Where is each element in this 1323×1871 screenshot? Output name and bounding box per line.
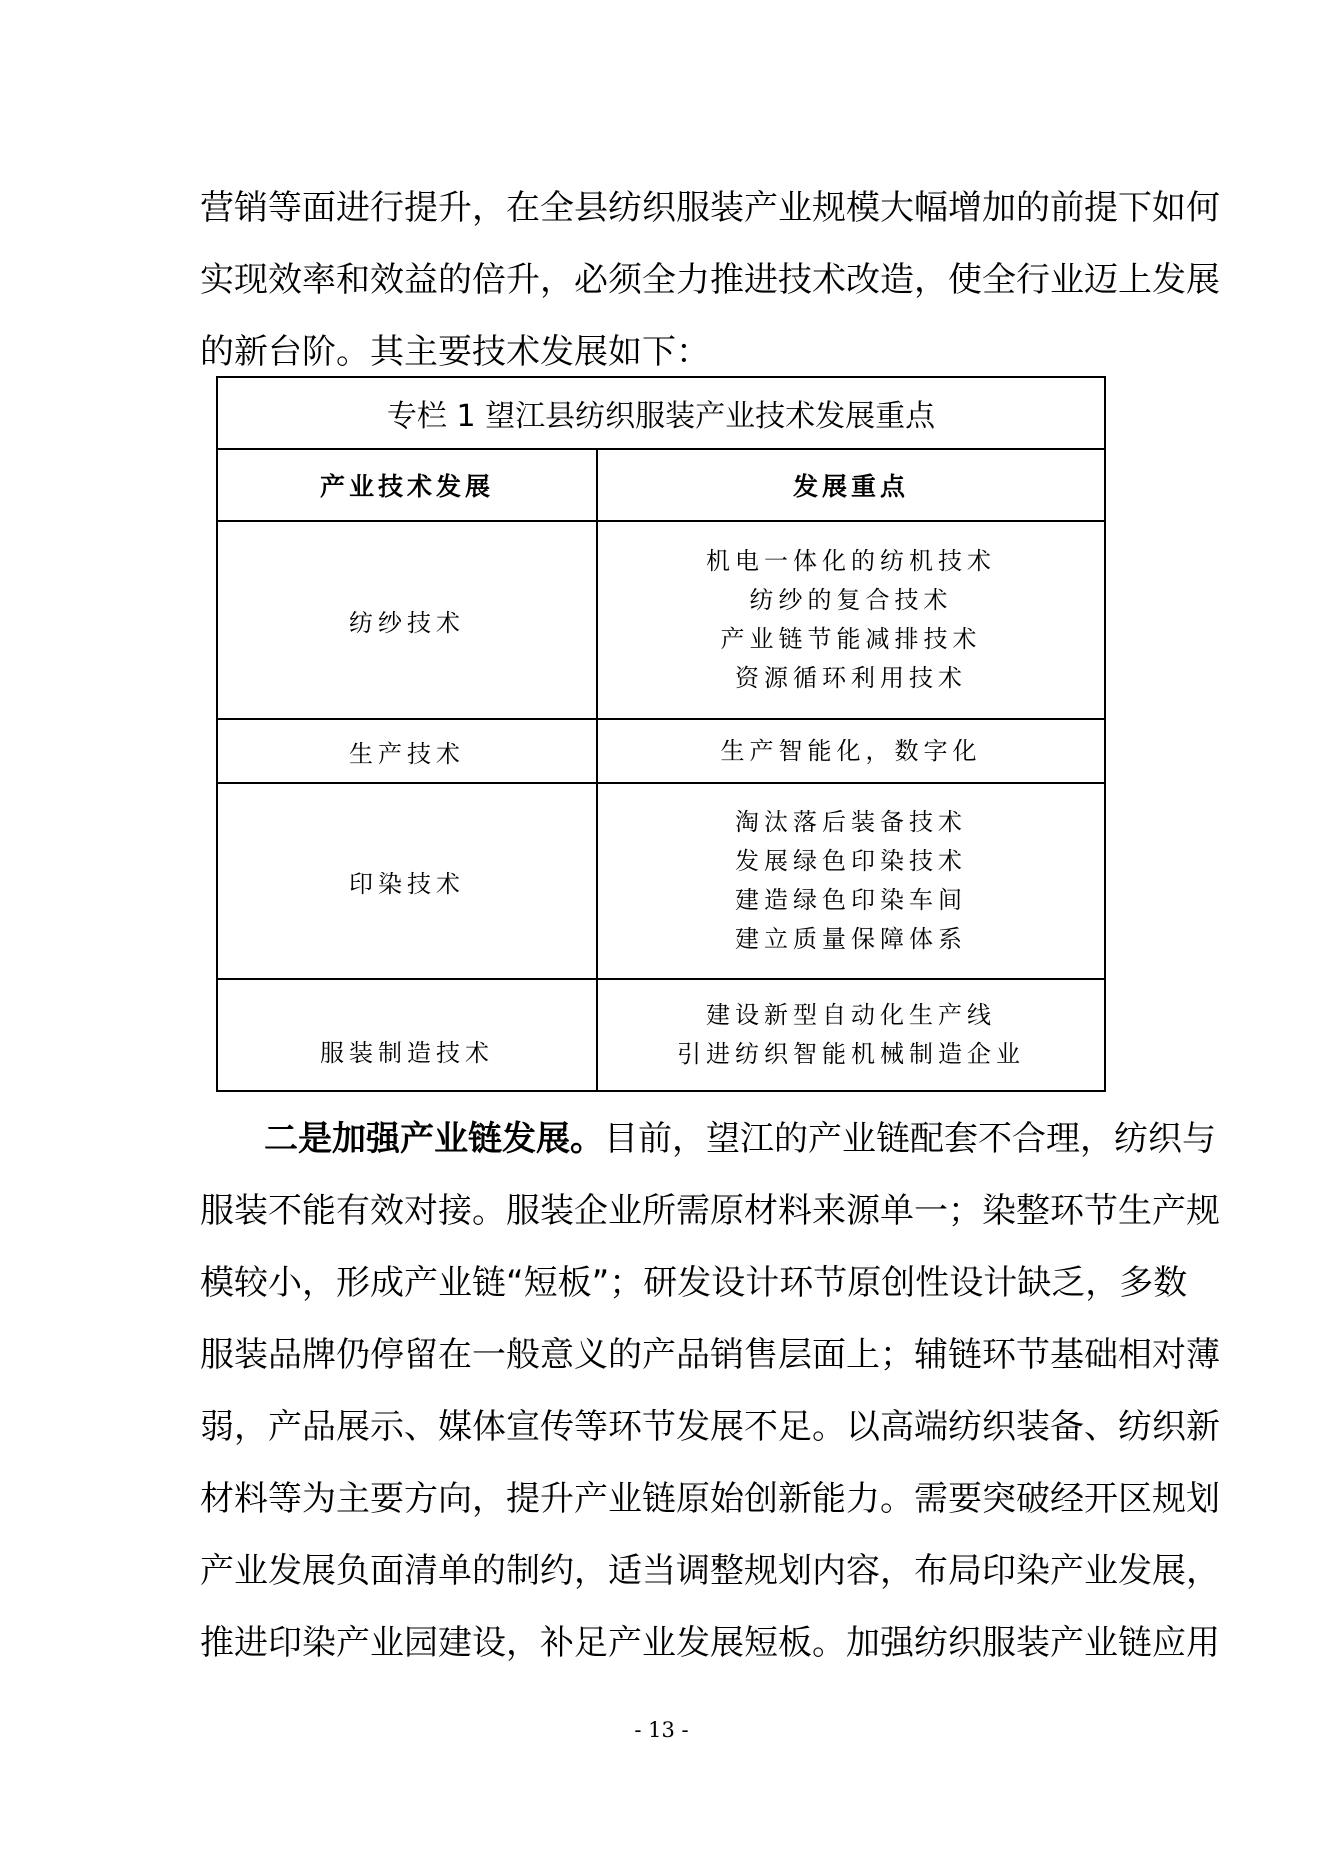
table-header-row xyxy=(217,449,1105,521)
table-row xyxy=(217,521,1105,719)
focus-item: 生产智能化，数字化 xyxy=(720,736,982,765)
section2-first-line xyxy=(264,1117,1216,1161)
tech-cell: 生产技术 xyxy=(217,719,597,783)
focus-item: 资源循环利用技术 xyxy=(735,664,967,692)
section2-line: 服装不能有效对接。服装企业所需原材料来源单一；染整环节生产规 xyxy=(200,1191,1220,1231)
section2-first-line-text: 目前，望江的产业链配套不合理，纺织与 xyxy=(604,1119,1216,1159)
header-tech: 产业技术发展 xyxy=(217,449,597,521)
intro-line-1: 营销等面进行提升，在全县纺织服装产业规模大幅增加的前提下如何 xyxy=(200,188,1220,228)
section2-line: 材料等为主要方向，提升产业链原始创新能力。需要突破经开区规划 xyxy=(200,1479,1220,1519)
tech-cell: 服装制造技术 xyxy=(217,979,597,1091)
section2-line: 服装品牌仍停留在一般意义的产品销售层面上；辅链环节基础相对薄 xyxy=(200,1335,1220,1375)
focus-cell xyxy=(597,783,1105,979)
intro-line-3: 的新台阶。其主要技术发展如下： xyxy=(200,332,710,372)
section2-line: 弱，产品展示、媒体宣传等环节发展不足。以高端纺织装备、纺织新 xyxy=(200,1407,1220,1447)
focus-cell xyxy=(597,521,1105,719)
header-focus: 发展重点 xyxy=(597,449,1105,521)
tech-focus-table xyxy=(216,376,1106,1092)
tech-cell: 印染技术 xyxy=(217,783,597,979)
focus-item: 引进纺织智能机械制造企业 xyxy=(677,1040,1025,1068)
focus-item: 建立质量保障体系 xyxy=(735,925,967,953)
intro-line-2: 实现效率和效益的倍升，必须全力推进技术改造，使全行业迈上发展 xyxy=(200,260,1220,300)
focus-item: 发展绿色印染技术 xyxy=(735,847,967,875)
table-title-row xyxy=(217,377,1105,449)
section2-line: 产业发展负面清单的制约，适当调整规划内容，布局印染产业发展， xyxy=(200,1551,1220,1591)
section2-line: 推进印染产业园建设，补足产业发展短板。加强纺织服装产业链应用 xyxy=(200,1623,1220,1663)
focus-cell xyxy=(597,979,1105,1091)
tech-cell: 纺纱技术 xyxy=(217,521,597,719)
table-row xyxy=(217,719,1105,783)
focus-item: 淘汰落后装备技术 xyxy=(735,808,967,836)
focus-item: 纺纱的复合技术 xyxy=(749,586,953,614)
section2-heading: 二是加强产业链发展。 xyxy=(264,1119,604,1159)
table-row xyxy=(217,979,1105,1091)
focus-item: 产业链节能减排技术 xyxy=(720,625,982,653)
focus-item: 建造绿色印染车间 xyxy=(735,886,967,914)
page-number: - 13 - xyxy=(634,1718,689,1742)
focus-item: 建设新型自动化生产线 xyxy=(706,1001,996,1029)
table-row xyxy=(217,783,1105,979)
table-title: 专栏 1 望江县纺织服装产业技术发展重点 xyxy=(217,377,1105,449)
focus-cell xyxy=(597,719,1105,783)
section2-line: 模较小，形成产业链“短板”；研发设计环节原创性设计缺乏，多数 xyxy=(200,1263,1188,1303)
focus-item: 机电一体化的纺机技术 xyxy=(706,547,996,575)
